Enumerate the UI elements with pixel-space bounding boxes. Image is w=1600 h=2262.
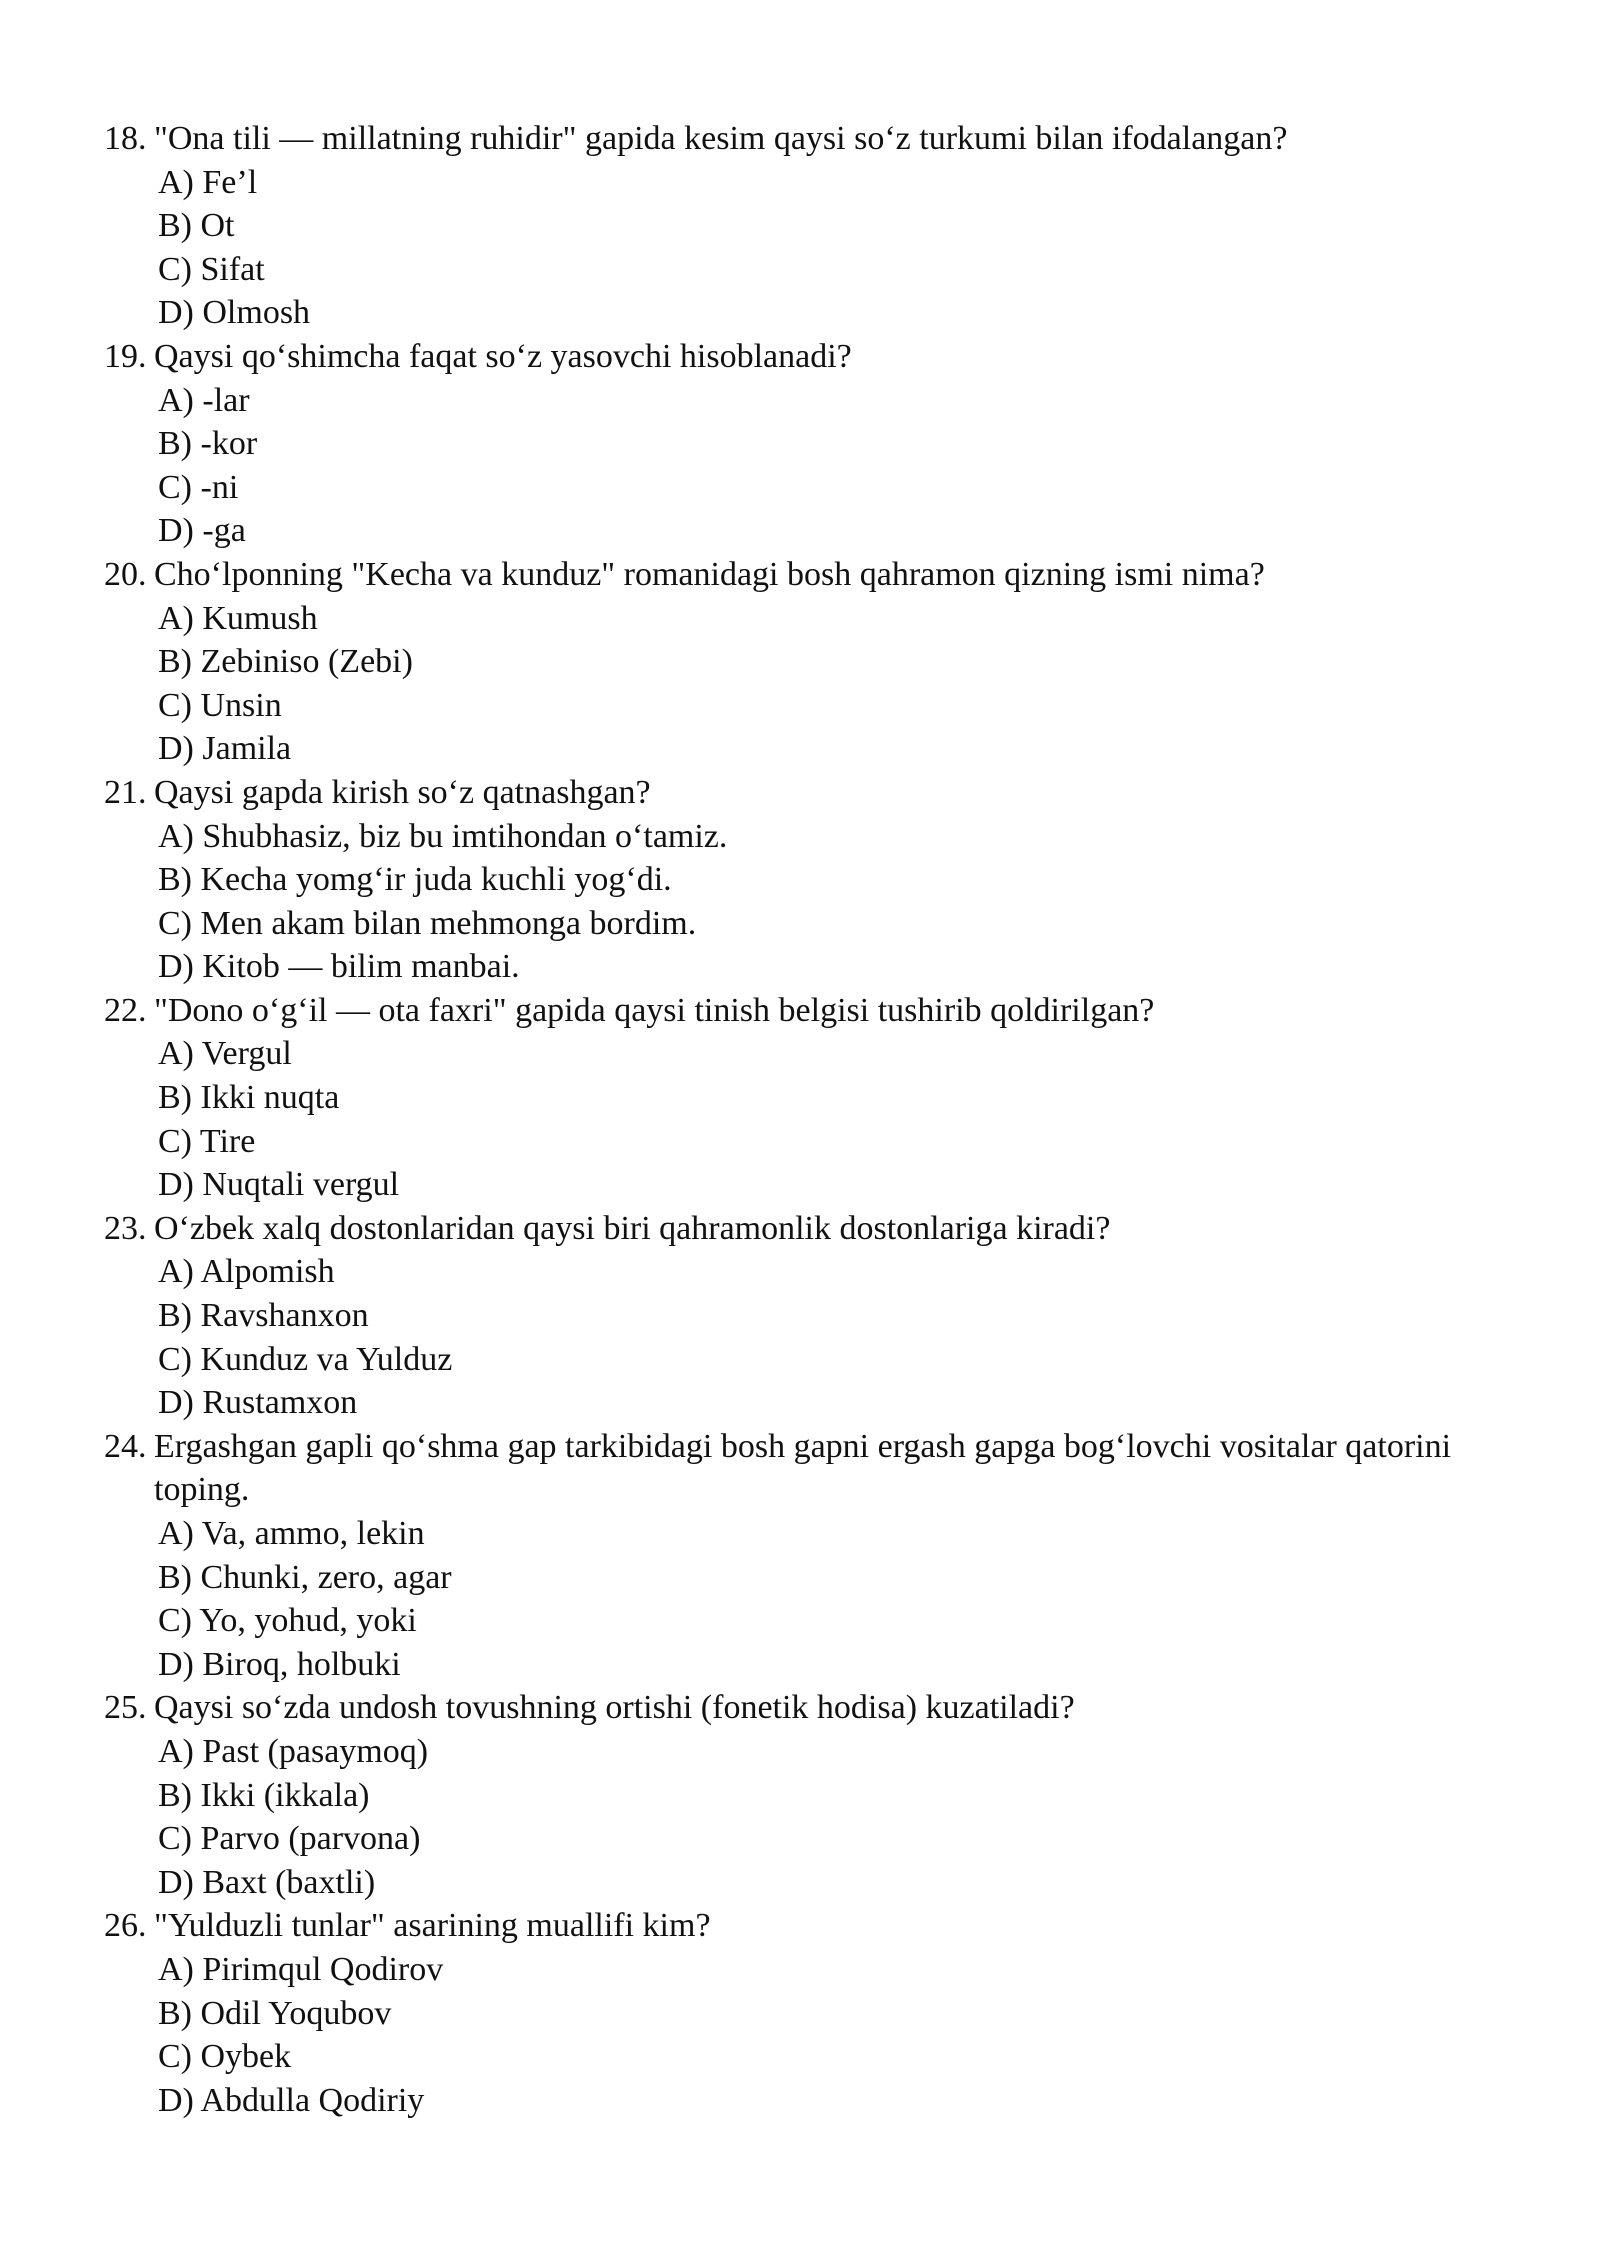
- answer-option-c: C) Parvo (parvona): [158, 1820, 421, 1858]
- answer-option-c: C) -ni: [158, 468, 239, 506]
- answer-option-c: C) Sifat: [158, 250, 265, 288]
- question-number: 24.: [104, 1427, 147, 1465]
- answer-option-a: A) Va, ammo, lekin: [158, 1515, 425, 1552]
- question-26: [104, 1904, 1524, 2122]
- question-text: Qaysi so‘zda undosh tovushning ortishi (fonetik hodisa) kuzatiladi?: [154, 1689, 1075, 1727]
- answer-option-d: D) Baxt (baxtli): [158, 1863, 376, 1901]
- answer-options: [154, 1948, 1524, 2122]
- answer-option-d: D) -ga: [158, 512, 246, 550]
- answer-option-c: C) Kunduz va Yulduz: [158, 1340, 453, 1378]
- answer-option-b: B) Ikki (ikkala): [158, 1776, 370, 1814]
- question-number: 18.: [104, 120, 147, 157]
- answer-options: [154, 161, 1524, 335]
- answer-option-a: A) Fe’l: [158, 163, 258, 201]
- answer-option-b: B) Ikki nuqta: [158, 1079, 340, 1117]
- answer-options: [154, 1250, 1524, 1424]
- answer-options: [154, 597, 1524, 771]
- answer-options: [154, 1730, 1524, 1904]
- question-text: Cho‘lponning "Kecha va kunduz" romanidagi bosh qahramon qizning ismi nima?: [154, 555, 1265, 593]
- question-number: 22.: [104, 991, 147, 1029]
- answer-option-c: C) Tire: [158, 1122, 256, 1160]
- answer-option-a: A) Alpomish: [158, 1253, 335, 1291]
- answer-option-b: B) Zebiniso (Zebi): [158, 643, 413, 681]
- question-number: 23.: [104, 1209, 147, 1247]
- answer-option-a: A) Vergul: [158, 1035, 292, 1073]
- answer-option-c: C) Men akam bilan mehmonga bordim.: [158, 904, 697, 942]
- answer-option-c: C) Oybek: [158, 2038, 292, 2076]
- answer-option-d: D) Rustamxon: [158, 1384, 358, 1422]
- question-text: Qaysi gapda kirish so‘z qatnashgan?: [154, 773, 651, 811]
- answer-option-d: D) Nuqtali vergul: [158, 1166, 400, 1204]
- answer-option-b: B) Ot: [158, 207, 235, 245]
- answer-options: [154, 1512, 1524, 1686]
- answer-options: [154, 379, 1524, 553]
- answer-option-b: B) Kecha yomg‘ir juda kuchli yog‘di.: [158, 861, 672, 899]
- answer-options: [154, 815, 1524, 989]
- question-list: [104, 117, 1524, 2122]
- question-text: "Dono o‘g‘il — ota faxri" gapida qaysi tinish belgisi tushirib qoldirilgan?: [154, 991, 1155, 1029]
- question-number: 19.: [104, 337, 147, 375]
- answer-option-b: B) Odil Yoqubov: [158, 1994, 392, 2032]
- question-text: O‘zbek xalq dostonlaridan qaysi biri qahramonlik dostonlariga kiradi?: [154, 1209, 1111, 1247]
- question-number: 25.: [104, 1689, 147, 1727]
- question-20: [104, 553, 1524, 771]
- answer-option-a: A) Pirimqul Qodirov: [158, 1950, 444, 1988]
- question-number: 21.: [104, 773, 147, 811]
- answer-option-d: D) Olmosh: [158, 294, 311, 332]
- question-22: [104, 989, 1524, 1207]
- question-number: 26.: [104, 1907, 147, 1945]
- question-text: "Ona tili — millatning ruhidir" gapida kesim qaysi so‘z turkumi bilan ifodalangan?: [154, 120, 1288, 157]
- question-text: "Yulduzli tunlar" asarining muallifi kim?: [154, 1907, 711, 1945]
- question-text: Qaysi qo‘shimcha faqat so‘z yasovchi hisoblanadi?: [154, 337, 852, 375]
- question-number: 20.: [104, 555, 147, 593]
- answer-options: [154, 1032, 1524, 1206]
- answer-option-a: A) Kumush: [158, 599, 318, 637]
- answer-option-d: D) Kitob — bilim manbai.: [158, 948, 520, 986]
- answer-option-a: A) Shubhasiz, biz bu imtihondan o‘tamiz.: [158, 817, 728, 855]
- question-24: [104, 1425, 1524, 1687]
- answer-option-d: D) Abdulla Qodiriy: [158, 2081, 425, 2119]
- answer-option-a: A) -lar: [158, 381, 250, 419]
- answer-option-c: C) Unsin: [158, 686, 282, 724]
- answer-option-b: B) -kor: [158, 425, 258, 463]
- question-23: [104, 1207, 1524, 1425]
- answer-option-a: A) Past (pasaymoq): [158, 1732, 429, 1770]
- question-19: [104, 335, 1524, 553]
- question-21: [104, 771, 1524, 989]
- answer-option-d: D) Biroq, holbuki: [158, 1645, 401, 1683]
- answer-option-b: B) Chunki, zero, agar: [158, 1558, 452, 1596]
- answer-option-d: D) Jamila: [158, 730, 292, 768]
- question-18: [104, 117, 1524, 335]
- question-text: Ergashgan gapli qo‘shma gap tarkibidagi bosh gapni ergash gapga bog‘lovchi vositalar qatorini toping.: [154, 1427, 1452, 1509]
- question-25: [104, 1686, 1524, 1904]
- answer-option-c: C) Yo, yohud, yoki: [158, 1602, 417, 1640]
- answer-option-b: B) Ravshanxon: [158, 1297, 369, 1335]
